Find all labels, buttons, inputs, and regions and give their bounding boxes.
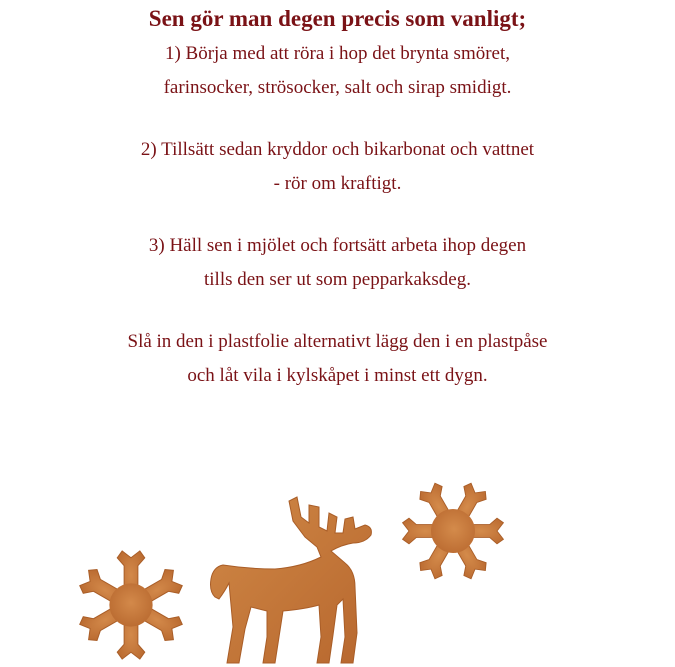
step-3-line-2: tills den ser ut som pepparkaksdeg. (203, 269, 471, 290)
recipe-heading: Sen gör man degen precis som vanligt; (148, 6, 527, 31)
step-3 (0, 229, 675, 297)
step-1-line-2: farinsocker, strösocker, salt och sirap smidigt. (163, 77, 512, 98)
snowflake-cookie-icon (398, 473, 508, 589)
resting-line-2: och låt vila i kylskåpet i minst ett dygn. (187, 365, 488, 386)
step-1-line-1: 1) Börja med att röra i hop det brynta smöret, (164, 43, 511, 64)
resting-instruction (0, 325, 675, 393)
reindeer-cookie-icon (205, 487, 377, 667)
step-3-line-1: 3) Häll sen i mjölet och fortsätt arbeta ihop degen (148, 235, 527, 256)
step-2-line-2: - rör om kraftigt. (273, 173, 402, 194)
step-1 (0, 37, 675, 105)
resting-line-1: Slå in den i plastfolie alternativt lägg den i en plastpåse (127, 331, 548, 352)
snowflake-cookie-icon (72, 543, 190, 667)
step-2 (0, 133, 675, 201)
step-2-line-1: 2) Tillsätt sedan kryddor och bikarbonat och vattnet (140, 139, 535, 160)
